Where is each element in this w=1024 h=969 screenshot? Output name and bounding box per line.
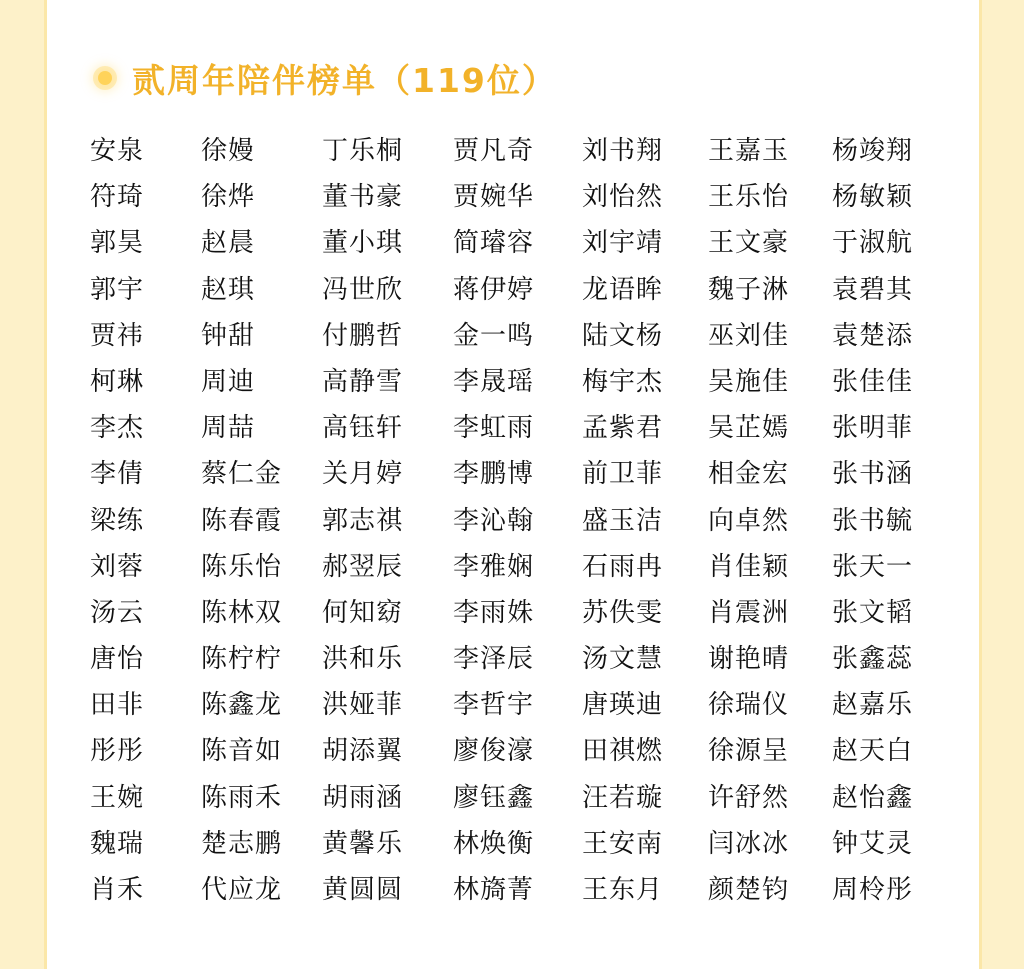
list-item: 颜楚钧 (708, 875, 790, 905)
list-item: 郭昊 (90, 228, 145, 259)
list-item: 陈春霞 (201, 505, 283, 536)
list-item: 钟甜 (201, 320, 256, 351)
list-item: 胡添翼 (322, 736, 404, 767)
list-item: 陈林双 (201, 597, 283, 628)
list-item: 蒋伊婷 (453, 274, 535, 305)
list-item: 魏瑞 (90, 828, 145, 859)
list-item: 杨竣翔 (832, 136, 914, 166)
name-column (708, 128, 789, 913)
list-item: 赵嘉乐 (832, 690, 914, 721)
list-item: 陈柠柠 (201, 644, 283, 675)
list-item: 谢艳晴 (708, 644, 790, 675)
list-item: 陈音如 (201, 736, 283, 767)
list-item: 李雅娴 (453, 551, 535, 582)
list-item: 唐怡 (90, 644, 145, 675)
list-item: 田非 (90, 690, 145, 721)
list-item: 廖钰鑫 (453, 782, 535, 813)
list-item: 张佳佳 (832, 366, 914, 397)
list-item: 周迪 (201, 366, 256, 397)
list-item: 高钰轩 (322, 413, 404, 444)
list-item: 高静雪 (322, 366, 404, 397)
list-item: 简璿容 (453, 228, 535, 259)
list-item: 林旖菁 (453, 875, 535, 905)
list-item: 闫冰冰 (708, 828, 790, 859)
list-item: 周柃彤 (832, 875, 914, 905)
section-title: 贰周年陪伴榜单（119位） (132, 60, 557, 100)
list-item: 丁乐桐 (322, 136, 404, 166)
list-item: 李泽辰 (453, 644, 535, 675)
list-item: 李晟瑶 (453, 366, 535, 397)
list-item: 王安南 (582, 828, 664, 859)
name-column (201, 128, 282, 913)
list-item: 于淑航 (832, 228, 914, 259)
list-item: 董书豪 (322, 182, 404, 213)
list-item: 李沁翰 (453, 505, 535, 536)
list-item: 赵天白 (832, 736, 914, 767)
list-item: 郭宇 (90, 274, 145, 305)
list-item: 黄馨乐 (322, 828, 404, 859)
list-item: 洪娅菲 (322, 690, 404, 721)
list-item: 王婉 (90, 782, 145, 813)
list-item: 张文韬 (832, 597, 914, 628)
list-item: 张鑫蕊 (832, 644, 914, 675)
list-item: 贾婉华 (453, 182, 535, 213)
list-item: 胡雨涵 (322, 782, 404, 813)
list-item: 周喆 (201, 413, 256, 444)
list-item: 肖佳颖 (708, 551, 790, 582)
list-item: 徐瑞仪 (708, 690, 790, 721)
list-item: 王乐怡 (708, 182, 790, 213)
name-column (582, 128, 663, 913)
list-item: 李鹏博 (453, 459, 535, 490)
list-item: 孟紫君 (582, 413, 664, 444)
list-item: 张书涵 (832, 459, 914, 490)
list-item: 汤文慧 (582, 644, 664, 675)
list-item: 安泉 (90, 136, 145, 166)
list-item: 郝翌辰 (322, 551, 404, 582)
list-item: 魏子淋 (708, 274, 790, 305)
name-column (90, 128, 144, 913)
list-item: 金一鸣 (453, 320, 535, 351)
list-item: 蔡仁金 (201, 459, 283, 490)
list-item: 相金宏 (708, 459, 790, 490)
list-item: 徐烨 (201, 182, 256, 213)
list-item: 王东月 (582, 875, 664, 905)
list-item: 陈雨禾 (201, 782, 283, 813)
list-item: 王文豪 (708, 228, 790, 259)
list-item: 关月婷 (322, 459, 404, 490)
list-item: 符琦 (90, 182, 145, 213)
list-item: 李雨姝 (453, 597, 535, 628)
bullet-dot-icon (98, 71, 112, 85)
list-item: 董小琪 (322, 228, 404, 259)
list-item: 龙语眸 (582, 274, 664, 305)
list-item: 梁练 (90, 505, 145, 536)
list-item: 杨敏颖 (832, 182, 914, 213)
list-item: 钟艾灵 (832, 828, 914, 859)
list-item: 李倩 (90, 459, 145, 490)
list-item: 赵琪 (201, 274, 256, 305)
list-item: 吴施佳 (708, 366, 790, 397)
list-item: 肖震洲 (708, 597, 790, 628)
list-item: 赵晨 (201, 228, 256, 259)
list-item: 刘蓉 (90, 551, 145, 582)
list-item: 吴芷嫣 (708, 413, 790, 444)
list-item: 林焕衡 (453, 828, 535, 859)
list-item: 肖禾 (90, 875, 145, 905)
list-item: 袁碧其 (832, 274, 914, 305)
name-column (453, 128, 534, 913)
section-header (92, 56, 557, 100)
list-item: 向卓然 (708, 505, 790, 536)
list-item: 付鹏哲 (322, 320, 404, 351)
list-item: 陆文杨 (582, 320, 664, 351)
list-item: 许舒然 (708, 782, 790, 813)
name-column (832, 128, 913, 913)
list-item: 汤云 (90, 597, 145, 628)
list-item: 楚志鹏 (201, 828, 283, 859)
list-item: 徐嫚 (201, 136, 256, 166)
list-item: 洪和乐 (322, 644, 404, 675)
list-item: 袁楚添 (832, 320, 914, 351)
list-item: 黄圆圆 (322, 875, 404, 905)
list-item: 彤彤 (90, 736, 145, 767)
list-item: 赵怡鑫 (832, 782, 914, 813)
list-item: 苏佚雯 (582, 597, 664, 628)
list-item: 田祺燃 (582, 736, 664, 767)
list-item: 贾祎 (90, 320, 145, 351)
list-item: 王嘉玉 (708, 136, 790, 166)
list-item: 贾凡奇 (453, 136, 535, 166)
list-item: 陈鑫龙 (201, 690, 283, 721)
list-item: 盛玉洁 (582, 505, 664, 536)
list-item: 刘怡然 (582, 182, 664, 213)
list-item: 廖俊濠 (453, 736, 535, 767)
list-item: 石雨冉 (582, 551, 664, 582)
list-item: 李虹雨 (453, 413, 535, 444)
list-item: 汪若璇 (582, 782, 664, 813)
list-item: 巫刘佳 (708, 320, 790, 351)
list-item: 李杰 (90, 413, 145, 444)
list-item: 刘书翔 (582, 136, 664, 166)
list-item: 刘宇靖 (582, 228, 664, 259)
list-item: 陈乐怡 (201, 551, 283, 582)
list-item: 郭志祺 (322, 505, 404, 536)
list-item: 李哲宇 (453, 690, 535, 721)
name-column (322, 128, 403, 913)
list-item: 冯世欣 (322, 274, 404, 305)
list-item: 代应龙 (201, 875, 283, 905)
list-item: 张书毓 (832, 505, 914, 536)
list-item: 张明菲 (832, 413, 914, 444)
list-item: 何知窈 (322, 597, 404, 628)
list-item: 梅宇杰 (582, 366, 664, 397)
list-item: 张天一 (832, 551, 914, 582)
list-item: 前卫菲 (582, 459, 664, 490)
list-item: 徐源呈 (708, 736, 790, 767)
list-item: 柯琳 (90, 366, 145, 397)
list-item: 唐瑛迪 (582, 690, 664, 721)
